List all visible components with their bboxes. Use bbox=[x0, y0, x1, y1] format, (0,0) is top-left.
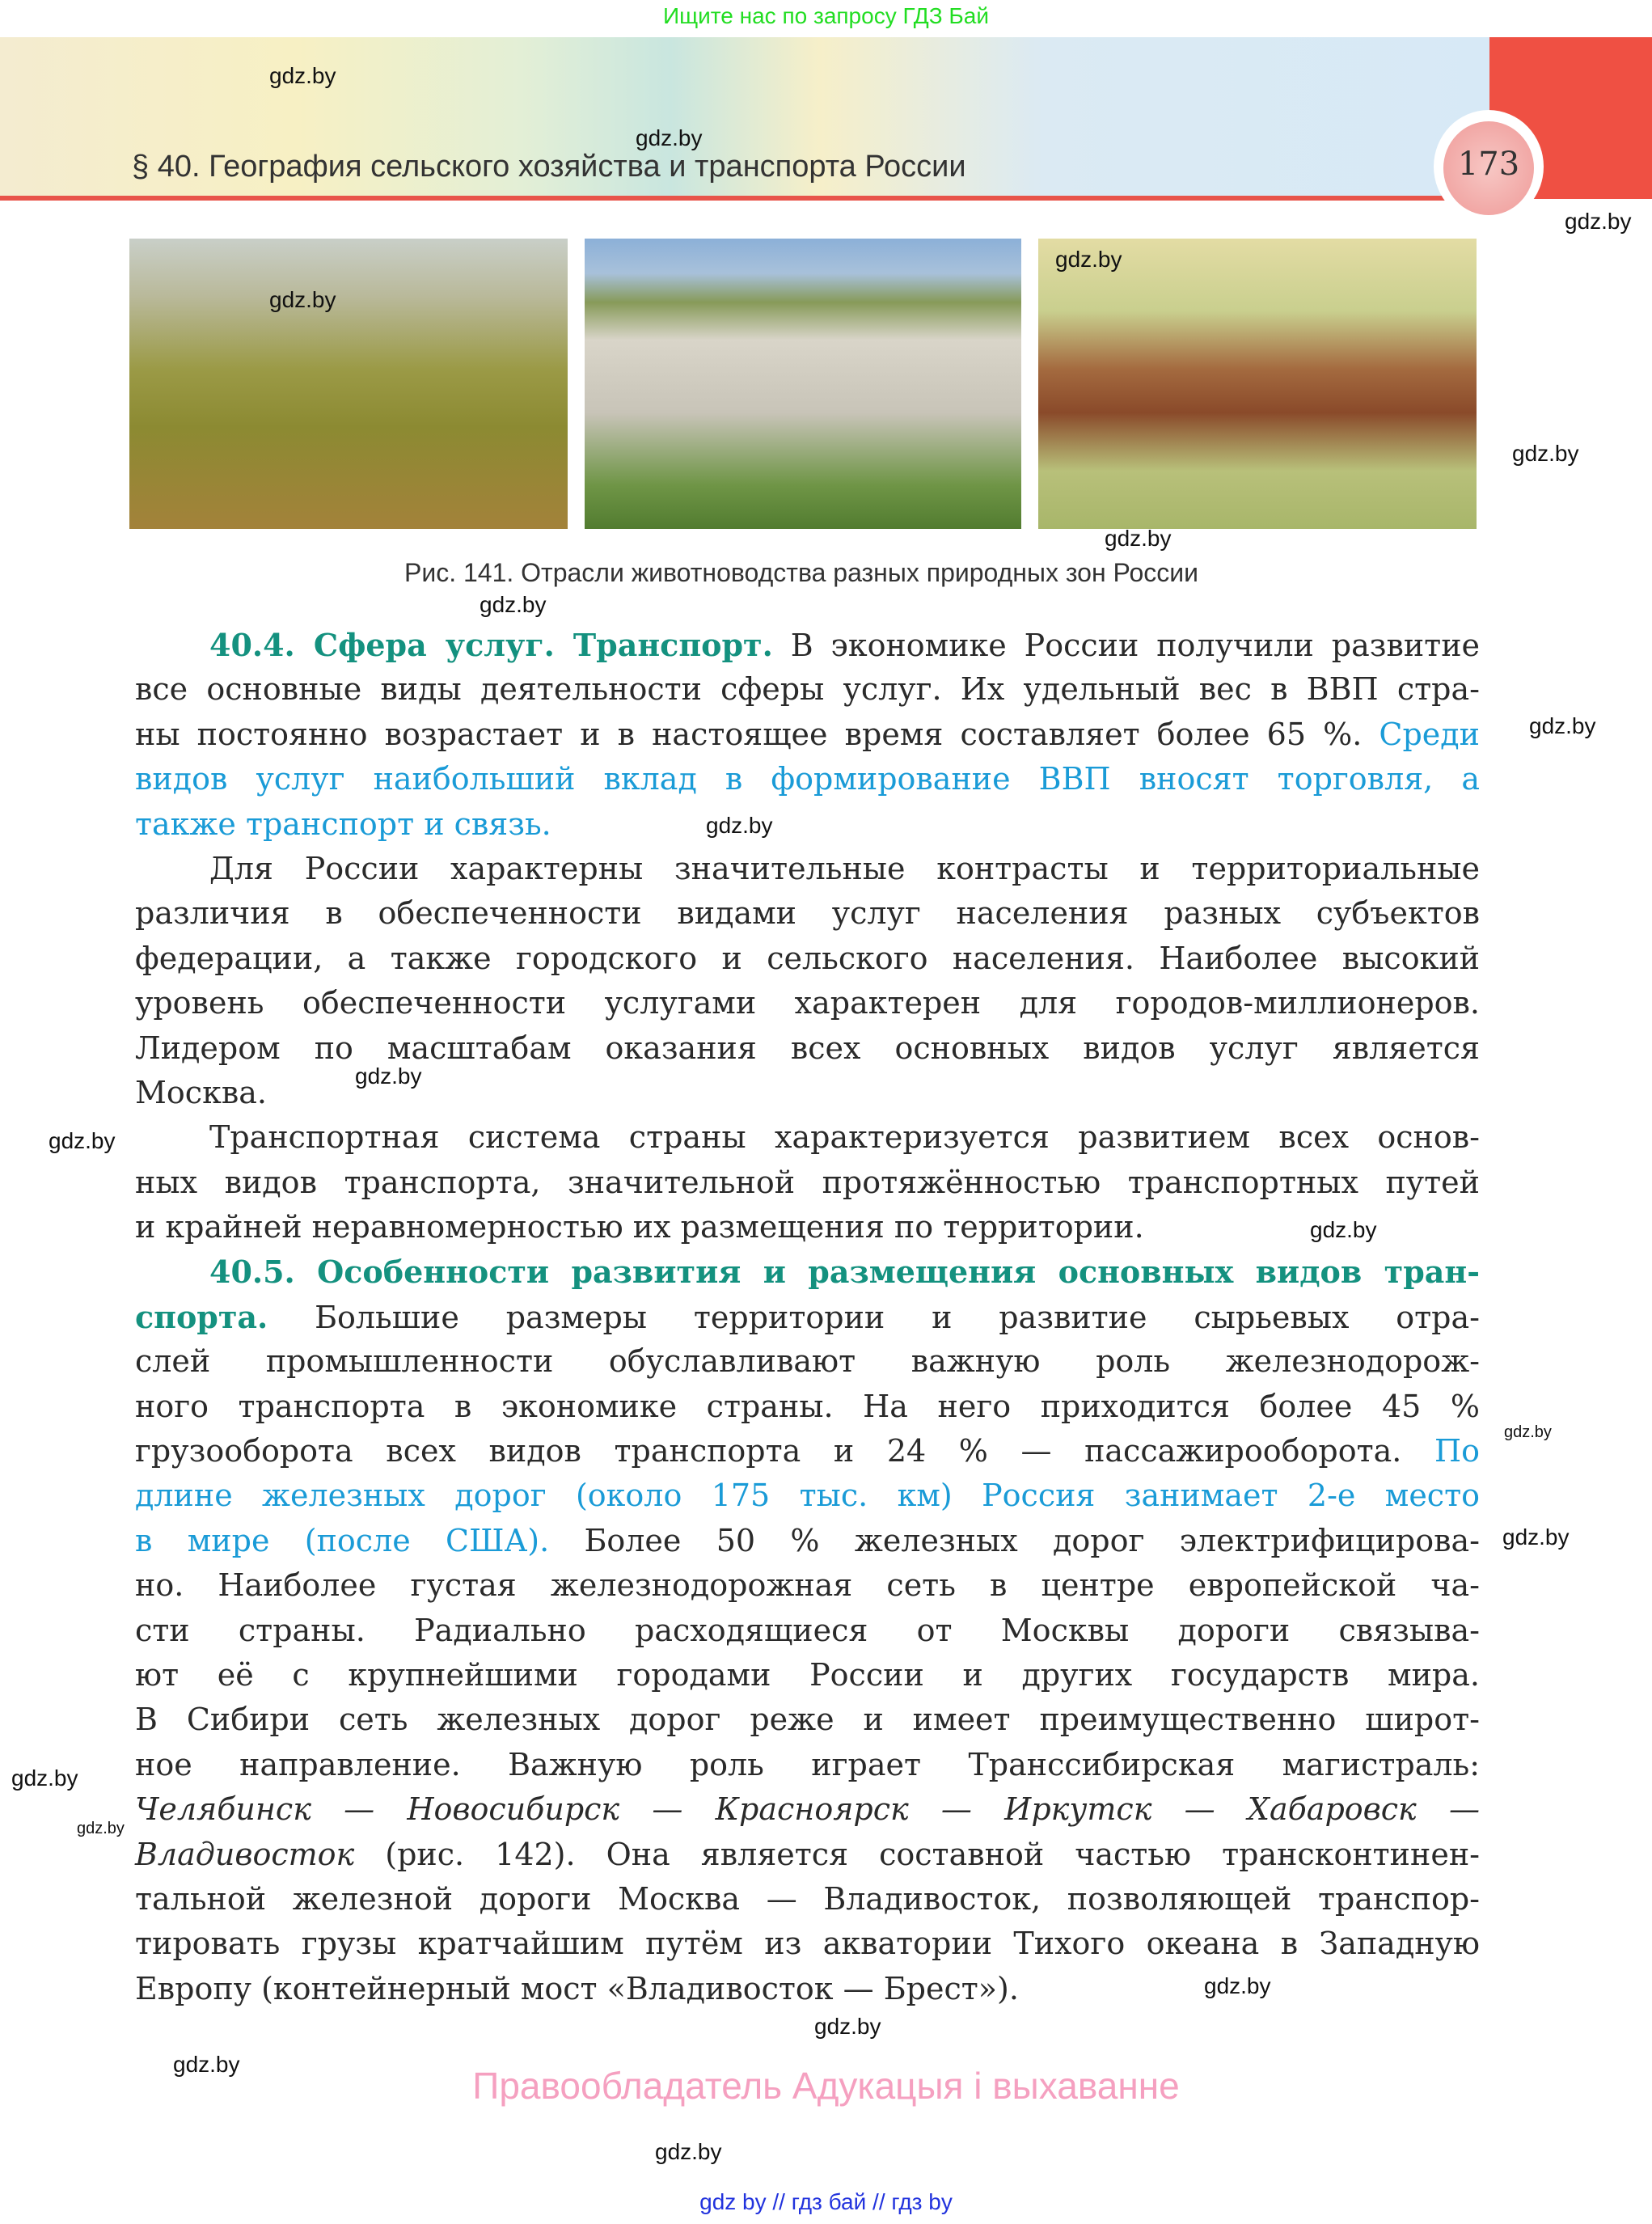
watermark: gdz.by bbox=[1105, 526, 1172, 551]
text-line bbox=[135, 757, 1480, 801]
highlighted-text: Среди bbox=[1362, 716, 1480, 752]
text-segment: Для России характерны значительные контрасты и территориальные bbox=[209, 850, 1480, 886]
text-line bbox=[135, 1787, 1480, 1832]
text-line bbox=[135, 981, 1480, 1025]
page-number: 173 bbox=[1457, 146, 1520, 183]
highlighted-text: длине железных дорог (около 175 тыс. км) Россия занимает 2-е место bbox=[135, 1478, 1480, 1514]
watermark: gdz.by bbox=[1310, 1217, 1377, 1242]
text-segment: ны постоянно возрастает и в настоящее время составляет более 65 %. bbox=[135, 716, 1363, 752]
text-segment: ное направление. Важную роль играет Транссибирская магистраль: bbox=[135, 1746, 1480, 1782]
section-heading: 40.5. Особенности развития и размещения основных видов тран- bbox=[209, 1254, 1480, 1291]
text-line bbox=[135, 712, 1480, 757]
watermark: gdz.by bbox=[1502, 1524, 1570, 1550]
text-line bbox=[135, 1609, 1480, 1653]
text-segment: уровень обеспеченности услугами характерен для городов-миллионеров. bbox=[135, 985, 1480, 1021]
watermark: gdz.by bbox=[1565, 209, 1632, 234]
text-segment: различия в обеспеченности видами услуг населения разных субъектов bbox=[135, 895, 1480, 932]
text-segment: Лидером по масштабам оказания всех основных видов услуг является bbox=[135, 1030, 1480, 1066]
text-segment: Более 50 % железных дорог электрифицирова- bbox=[549, 1522, 1480, 1558]
text-line bbox=[135, 1563, 1480, 1608]
text-segment: грузооборота всех видов транспорта и 24 % — пассажирооборота. bbox=[135, 1433, 1402, 1469]
watermark: gdz.by bbox=[655, 2139, 722, 2164]
text-segment: ют её с крупнейшими городами России и других государств мира. bbox=[135, 1656, 1480, 1693]
text-line bbox=[135, 667, 1480, 712]
text-segment: Владивосток bbox=[135, 1836, 355, 1872]
watermark: gdz.by bbox=[77, 1820, 125, 1837]
highlighted-text: также транспорт и связь. bbox=[135, 805, 551, 842]
watermark: gdz.by bbox=[1504, 1423, 1552, 1441]
reindeer-herding-photo bbox=[129, 239, 568, 529]
text-line bbox=[135, 847, 1480, 891]
highlighted-text: видов услуг наибольший вклад в формирование ВВП вносят торговля, а bbox=[135, 761, 1480, 797]
text-segment: все основные виды деятельности сферы услуг. Их удельный вес в ВВП стра- bbox=[135, 671, 1480, 708]
text-line bbox=[135, 1249, 1480, 1294]
text-line bbox=[135, 1295, 1480, 1339]
text-segment: федерации, а также городского и сельского населения. Наиболее высокий bbox=[135, 940, 1480, 976]
text-segment: но. Наиболее густая железнодорожная сеть в центре европейской ча- bbox=[135, 1567, 1480, 1604]
text-line bbox=[135, 1205, 1480, 1249]
text-line bbox=[135, 1967, 1480, 2011]
text-line bbox=[135, 623, 1480, 667]
header-divider bbox=[0, 196, 1489, 201]
text-segment: (рис. 142). Она является составной частью трансконтинен- bbox=[354, 1836, 1480, 1872]
text-segment: сти страны. Радиально расходящиеся от Москвы дороги связыва- bbox=[135, 1612, 1480, 1648]
text-line bbox=[135, 1385, 1480, 1429]
watermark: gdz.by bbox=[1512, 441, 1579, 466]
text-segment: Транспортная система страны характеризуется развитием всех основ- bbox=[209, 1119, 1480, 1156]
text-line bbox=[135, 891, 1480, 936]
watermark: gdz.by bbox=[1055, 247, 1122, 272]
text-segment: и крайней неравномерностью их размещения по территории. bbox=[135, 1209, 1144, 1245]
highlighted-text: в мире (после США). bbox=[135, 1522, 550, 1558]
text-line bbox=[135, 1922, 1480, 1966]
watermark: gdz.by bbox=[269, 287, 336, 312]
watermark: gdz.by bbox=[49, 1128, 116, 1153]
text-line bbox=[135, 1653, 1480, 1698]
text-segment: Европу (контейнерный мост «Владивосток — Брест»). bbox=[135, 1970, 1019, 2006]
text-segment: В экономике России получили развитие bbox=[772, 628, 1481, 663]
highlighted-text: По bbox=[1401, 1433, 1480, 1469]
text-line bbox=[135, 1474, 1480, 1518]
text-line bbox=[135, 1339, 1480, 1384]
text-line bbox=[135, 1877, 1480, 1922]
text-segment: тировать грузы кратчайшим путём из акватории Тихого океана в Западную bbox=[135, 1926, 1480, 1962]
sheep-flock-photo bbox=[585, 239, 1021, 529]
text-line bbox=[135, 1698, 1480, 1742]
text-segment: слей промышленности обуславливают важную роль железнодорож- bbox=[135, 1343, 1480, 1380]
text-line bbox=[135, 1161, 1480, 1205]
promo-banner[interactable]: Ищите нас по запросу ГДЗ Бай bbox=[662, 3, 990, 28]
text-line bbox=[135, 937, 1480, 981]
footer-links[interactable]: gdz by // гдз бай // гдз by bbox=[699, 2189, 953, 2214]
text-line bbox=[135, 1429, 1480, 1474]
text-line bbox=[135, 802, 1480, 847]
section-heading: спорта. bbox=[135, 1298, 268, 1335]
text-line bbox=[135, 1833, 1480, 1877]
rights-notice: Правообладатель Адукацыя і выхаванне bbox=[472, 2065, 1180, 2107]
watermark: gdz.by bbox=[11, 1765, 78, 1791]
text-segment: тальной железной дороги Москва — Владивосток, позволяющей транспор- bbox=[135, 1880, 1480, 1917]
watermark: gdz.by bbox=[355, 1063, 422, 1089]
section-heading: 40.4. Сфера услуг. Транспорт. bbox=[209, 627, 773, 663]
section-title: § 40. География сельского хозяйства и транспорта России bbox=[132, 150, 966, 184]
body-text bbox=[135, 623, 1480, 2011]
text-line bbox=[135, 1071, 1480, 1115]
text-segment: Большие размеры территории и развитие сырьевых отра- bbox=[268, 1299, 1480, 1335]
text-line bbox=[135, 1026, 1480, 1071]
watermark: gdz.by bbox=[706, 813, 773, 838]
watermark: gdz.by bbox=[636, 125, 703, 150]
watermark: gdz.by bbox=[1204, 1973, 1271, 1998]
watermark: gdz.by bbox=[1529, 713, 1596, 738]
watermark: gdz.by bbox=[480, 592, 547, 617]
text-segment: Челябинск — Новосибирск — Красноярск — Иркутск — Хабаровск — bbox=[135, 1791, 1480, 1828]
text-segment: ных видов транспорта, значительной протяжённостью транспортных путей bbox=[135, 1164, 1480, 1200]
text-line bbox=[135, 1743, 1480, 1787]
watermark: gdz.by bbox=[173, 2052, 240, 2077]
horse-herd-photo bbox=[1038, 239, 1477, 529]
watermark: gdz.by bbox=[269, 63, 336, 88]
text-line bbox=[135, 1519, 1480, 1563]
text-line bbox=[135, 1115, 1480, 1160]
text-segment: ного транспорта в экономике страны. На него приходится более 45 % bbox=[135, 1388, 1480, 1424]
figure-caption: Рис. 141. Отрасли животноводства разных природных зон России bbox=[403, 558, 1199, 587]
text-segment: В Сибири сеть железных дорог реже и имеет преимущественно широт- bbox=[135, 1702, 1480, 1738]
text-segment: Москва. bbox=[135, 1074, 267, 1110]
watermark: gdz.by bbox=[814, 2014, 881, 2039]
